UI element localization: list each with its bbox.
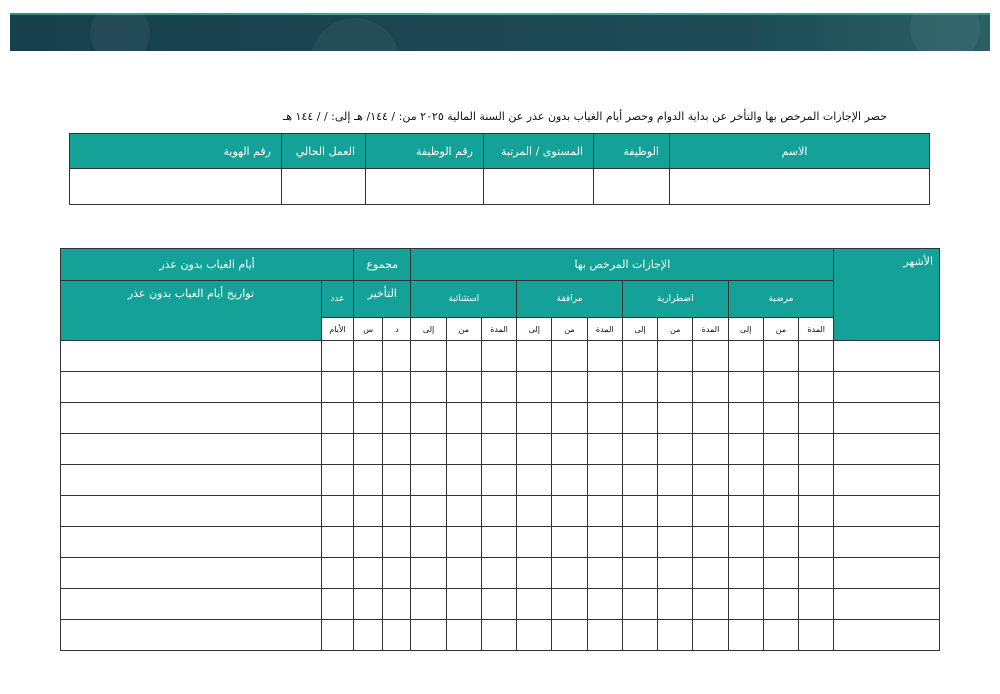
exceptional-to-cell[interactable] xyxy=(411,527,446,558)
delay-hours-cell[interactable] xyxy=(354,558,383,589)
exceptional-to-cell[interactable] xyxy=(411,589,446,620)
absence-dates-cell[interactable] xyxy=(61,434,322,465)
month-cell[interactable] xyxy=(834,372,940,403)
emergency-to-cell[interactable] xyxy=(622,620,657,651)
companion-duration-cell[interactable] xyxy=(587,434,622,465)
exceptional-from-cell[interactable] xyxy=(446,527,481,558)
sick-to-cell[interactable] xyxy=(728,403,763,434)
exceptional-to-cell[interactable] xyxy=(411,341,446,372)
header-companion-leave: مرافقة xyxy=(517,281,623,318)
delay-hours-cell[interactable] xyxy=(354,496,383,527)
table-row xyxy=(61,434,940,465)
exceptional-from-cell[interactable] xyxy=(446,620,481,651)
delay-hours-cell[interactable] xyxy=(354,403,383,434)
emergency-duration-cell[interactable] xyxy=(693,496,728,527)
companion-to-cell[interactable] xyxy=(517,589,552,620)
delay-minutes-cell[interactable] xyxy=(383,589,411,620)
companion-duration-cell[interactable] xyxy=(587,403,622,434)
exceptional-from-cell[interactable] xyxy=(446,434,481,465)
sick-to-cell[interactable] xyxy=(728,465,763,496)
companion-from-cell[interactable] xyxy=(552,372,587,403)
emergency-to-cell[interactable] xyxy=(622,372,657,403)
companion-duration-cell[interactable] xyxy=(587,558,622,589)
info-data-row xyxy=(70,169,930,205)
sick-from-cell[interactable] xyxy=(763,403,798,434)
exceptional-to-cell[interactable] xyxy=(411,465,446,496)
companion-from-cell[interactable] xyxy=(552,558,587,589)
sick-duration-cell[interactable] xyxy=(799,558,834,589)
emergency-to: إلى xyxy=(622,318,657,341)
emergency-from-cell[interactable] xyxy=(658,496,693,527)
delay-hours-cell[interactable] xyxy=(354,372,383,403)
absence-count-cell[interactable] xyxy=(321,372,353,403)
sick-duration-cell[interactable] xyxy=(799,465,834,496)
companion-from: من xyxy=(552,318,587,341)
sick-duration-cell[interactable] xyxy=(799,403,834,434)
sick-to-cell[interactable] xyxy=(728,589,763,620)
companion-duration-cell[interactable] xyxy=(587,589,622,620)
main-header-row-1 xyxy=(61,249,940,281)
exceptional-duration-cell[interactable] xyxy=(481,558,516,589)
header-authorized-leaves: الإجازات المرخص بها xyxy=(411,249,834,281)
sick-from-cell[interactable] xyxy=(763,558,798,589)
emergency-duration-cell[interactable] xyxy=(693,558,728,589)
table-row xyxy=(61,465,940,496)
sick-duration-cell[interactable] xyxy=(799,372,834,403)
exceptional-from-cell[interactable] xyxy=(446,589,481,620)
table-row xyxy=(61,341,940,372)
companion-to-cell[interactable] xyxy=(517,620,552,651)
sick-duration-cell[interactable] xyxy=(799,620,834,651)
month-cell[interactable] xyxy=(834,434,940,465)
job-number-cell[interactable] xyxy=(366,169,484,205)
header-exceptional-leave: استثنائية xyxy=(411,281,517,318)
delay-minutes-cell[interactable] xyxy=(383,620,411,651)
delay-hours-cell[interactable] xyxy=(354,465,383,496)
delay-minutes-cell[interactable] xyxy=(383,465,411,496)
exceptional-from-cell[interactable] xyxy=(446,372,481,403)
level-rank-cell[interactable] xyxy=(484,169,594,205)
absence-dates-cell[interactable] xyxy=(61,465,322,496)
delay-hours-label: س xyxy=(354,318,383,341)
companion-from-cell[interactable] xyxy=(552,465,587,496)
total-delay-label-1: مجموع xyxy=(366,258,399,271)
exceptional-from: من xyxy=(446,318,481,341)
absence-count-cell[interactable] xyxy=(321,558,353,589)
banner-decoration xyxy=(90,13,150,51)
header-job-number: رقم الوظيفة xyxy=(366,134,484,169)
table-row xyxy=(61,496,940,527)
exceptional-duration-cell[interactable] xyxy=(481,589,516,620)
exceptional-to-cell[interactable] xyxy=(411,558,446,589)
exceptional-duration-cell[interactable] xyxy=(481,527,516,558)
table-row xyxy=(61,589,940,620)
emergency-from-cell[interactable] xyxy=(658,434,693,465)
exceptional-to-cell[interactable] xyxy=(411,372,446,403)
sick-to-cell[interactable] xyxy=(728,527,763,558)
header-sick-leave: مرضية xyxy=(728,281,834,318)
header-absence: أيام الغياب بدون عذر xyxy=(61,249,354,281)
absence-dates-cell[interactable] xyxy=(61,620,322,651)
header-absence-dates: تواريخ أيام الغياب بدون عذر xyxy=(61,281,322,341)
companion-to-cell[interactable] xyxy=(517,496,552,527)
header-count: عدد xyxy=(321,281,353,318)
sick-to-cell[interactable] xyxy=(728,496,763,527)
banner-accent-line xyxy=(10,13,990,15)
companion-to-cell[interactable] xyxy=(517,465,552,496)
companion-duration-cell[interactable] xyxy=(587,465,622,496)
absence-dates-cell[interactable] xyxy=(61,403,322,434)
emergency-duration-cell[interactable] xyxy=(693,403,728,434)
sick-to: إلى xyxy=(728,318,763,341)
companion-to-cell[interactable] xyxy=(517,403,552,434)
exceptional-duration-cell[interactable] xyxy=(481,620,516,651)
absence-dates-cell[interactable] xyxy=(61,496,322,527)
emergency-duration-cell[interactable] xyxy=(693,527,728,558)
companion-to-cell[interactable] xyxy=(517,558,552,589)
delay-hours-cell[interactable] xyxy=(354,341,383,372)
delay-hours-cell[interactable] xyxy=(354,589,383,620)
header-job: الوظيفة xyxy=(594,134,670,169)
job-cell[interactable] xyxy=(594,169,670,205)
companion-duration-cell[interactable] xyxy=(587,527,622,558)
emergency-to-cell[interactable] xyxy=(622,403,657,434)
exceptional-duration-cell[interactable] xyxy=(481,403,516,434)
emergency-to-cell[interactable] xyxy=(622,434,657,465)
exceptional-from-cell[interactable] xyxy=(446,403,481,434)
emergency-to-cell[interactable] xyxy=(622,465,657,496)
exceptional-duration-cell[interactable] xyxy=(481,434,516,465)
header-level-rank: المستوى / المرتبة xyxy=(484,134,594,169)
sick-from-cell[interactable] xyxy=(763,434,798,465)
absence-count-cell[interactable] xyxy=(321,434,353,465)
exceptional-from-cell[interactable] xyxy=(446,558,481,589)
absence-dates-cell[interactable] xyxy=(61,558,322,589)
absence-dates-cell[interactable] xyxy=(61,589,322,620)
companion-duration-cell[interactable] xyxy=(587,372,622,403)
sick-to-cell[interactable] xyxy=(728,558,763,589)
emergency-from-cell[interactable] xyxy=(658,341,693,372)
emergency-from: من xyxy=(658,318,693,341)
banner-decoration xyxy=(310,18,400,51)
attendance-table xyxy=(60,248,940,651)
emergency-from-cell[interactable] xyxy=(658,589,693,620)
delay-minutes-cell[interactable] xyxy=(383,434,411,465)
absence-count-cell[interactable] xyxy=(321,341,353,372)
absence-count-cell[interactable] xyxy=(321,465,353,496)
absence-dates-cell[interactable] xyxy=(61,341,322,372)
companion-to-cell[interactable] xyxy=(517,527,552,558)
header-banner xyxy=(10,13,990,51)
absence-count-cell[interactable] xyxy=(321,527,353,558)
main-header-row-2 xyxy=(61,281,940,318)
header-months: الأشهر xyxy=(834,249,940,341)
companion-from-cell[interactable] xyxy=(552,620,587,651)
exceptional-from-cell[interactable] xyxy=(446,465,481,496)
sick-to-cell[interactable] xyxy=(728,341,763,372)
companion-to: إلى xyxy=(517,318,552,341)
current-work-cell[interactable] xyxy=(282,169,366,205)
exceptional-from-cell[interactable] xyxy=(446,496,481,527)
emergency-from-cell[interactable] xyxy=(658,372,693,403)
emergency-duration: المدة xyxy=(693,318,728,341)
delay-hours-cell[interactable] xyxy=(354,527,383,558)
sick-duration-cell[interactable] xyxy=(799,434,834,465)
id-number-cell[interactable] xyxy=(70,169,282,205)
sick-from: من xyxy=(763,318,798,341)
companion-duration-cell[interactable] xyxy=(587,341,622,372)
companion-from-cell[interactable] xyxy=(552,589,587,620)
delay-hours-cell[interactable] xyxy=(354,434,383,465)
companion-from-cell[interactable] xyxy=(552,403,587,434)
month-cell[interactable] xyxy=(834,589,940,620)
sick-from-cell[interactable] xyxy=(763,527,798,558)
sick-from-cell[interactable] xyxy=(763,465,798,496)
emergency-duration-cell[interactable] xyxy=(693,620,728,651)
emergency-duration-cell[interactable] xyxy=(693,341,728,372)
header-id-number: رقم الهوية xyxy=(70,134,282,169)
absence-dates-cell[interactable] xyxy=(61,527,322,558)
emergency-to-cell[interactable] xyxy=(622,589,657,620)
sick-to-cell[interactable] xyxy=(728,434,763,465)
header-total-delay xyxy=(354,249,411,281)
table-row xyxy=(61,558,940,589)
sick-from-cell[interactable] xyxy=(763,341,798,372)
emergency-to-cell[interactable] xyxy=(622,527,657,558)
delay-minutes-cell[interactable] xyxy=(383,403,411,434)
emergency-from-cell[interactable] xyxy=(658,527,693,558)
exceptional-to: إلى xyxy=(411,318,446,341)
header-days: الأيام xyxy=(321,318,353,341)
month-cell[interactable] xyxy=(834,341,940,372)
companion-duration-cell[interactable] xyxy=(587,496,622,527)
header-emergency-leave: اضطرارية xyxy=(622,281,728,318)
sick-duration-cell[interactable] xyxy=(799,496,834,527)
table-row xyxy=(61,527,940,558)
absence-count-cell[interactable] xyxy=(321,589,353,620)
companion-to-cell[interactable] xyxy=(517,341,552,372)
delay-minutes-label: د xyxy=(383,318,411,341)
emergency-duration-cell[interactable] xyxy=(693,434,728,465)
month-cell[interactable] xyxy=(834,403,940,434)
companion-to-cell[interactable] xyxy=(517,434,552,465)
month-cell[interactable] xyxy=(834,496,940,527)
sick-to-cell[interactable] xyxy=(728,620,763,651)
companion-from-cell[interactable] xyxy=(552,496,587,527)
emergency-duration-cell[interactable] xyxy=(693,372,728,403)
companion-duration: المدة xyxy=(587,318,622,341)
emergency-duration-cell[interactable] xyxy=(693,465,728,496)
table-row xyxy=(61,403,940,434)
month-cell[interactable] xyxy=(834,465,940,496)
exceptional-duration-cell[interactable] xyxy=(481,465,516,496)
emergency-duration-cell[interactable] xyxy=(693,589,728,620)
delay-minutes-cell[interactable] xyxy=(383,341,411,372)
emergency-to-cell[interactable] xyxy=(622,558,657,589)
attendance-body xyxy=(61,341,940,651)
sick-from-cell[interactable] xyxy=(763,372,798,403)
sick-duration-cell[interactable] xyxy=(799,527,834,558)
exceptional-from-cell[interactable] xyxy=(446,341,481,372)
companion-from-cell[interactable] xyxy=(552,527,587,558)
delay-minutes-cell[interactable] xyxy=(383,496,411,527)
info-header-row xyxy=(70,134,930,169)
month-cell[interactable] xyxy=(834,558,940,589)
employee-info-table xyxy=(69,133,930,205)
companion-from-cell[interactable] xyxy=(552,341,587,372)
absence-count-cell[interactable] xyxy=(321,620,353,651)
sick-to-cell[interactable] xyxy=(728,372,763,403)
absence-count-cell[interactable] xyxy=(321,403,353,434)
sick-duration-cell[interactable] xyxy=(799,589,834,620)
sick-duration-cell[interactable] xyxy=(799,341,834,372)
form-title: حصر الإجازات المرخص بها والتأخر عن بداية الدوام وحصر أيام الغياب بدون عذر عن السنة المالية ٢٠٢٥ من: / ١٤٤/ هـ إلى: / / ١٤٤ هـ xyxy=(283,110,887,123)
banner-decoration xyxy=(910,13,980,51)
emergency-from-cell[interactable] xyxy=(658,403,693,434)
exceptional-to-cell[interactable] xyxy=(411,496,446,527)
sick-duration: المدة xyxy=(799,318,834,341)
sick-from-cell[interactable] xyxy=(763,620,798,651)
exceptional-duration: المدة xyxy=(481,318,516,341)
emergency-from-cell[interactable] xyxy=(658,620,693,651)
exceptional-to-cell[interactable] xyxy=(411,620,446,651)
delay-minutes-cell[interactable] xyxy=(383,372,411,403)
exceptional-to-cell[interactable] xyxy=(411,434,446,465)
companion-from-cell[interactable] xyxy=(552,434,587,465)
sick-from-cell[interactable] xyxy=(763,589,798,620)
exceptional-to-cell[interactable] xyxy=(411,403,446,434)
table-row xyxy=(61,620,940,651)
delay-hours-cell[interactable] xyxy=(354,620,383,651)
table-row xyxy=(61,372,940,403)
month-cell[interactable] xyxy=(834,620,940,651)
sick-from-cell[interactable] xyxy=(763,496,798,527)
emergency-from-cell[interactable] xyxy=(658,558,693,589)
absence-dates-cell[interactable] xyxy=(61,372,322,403)
exceptional-duration-cell[interactable] xyxy=(481,372,516,403)
month-cell[interactable] xyxy=(834,527,940,558)
delay-minutes-cell[interactable] xyxy=(383,558,411,589)
emergency-from-cell[interactable] xyxy=(658,465,693,496)
companion-duration-cell[interactable] xyxy=(587,620,622,651)
exceptional-duration-cell[interactable] xyxy=(481,341,516,372)
header-total-delay-2: التأخير xyxy=(354,281,411,318)
absence-count-cell[interactable] xyxy=(321,496,353,527)
delay-minutes-cell[interactable] xyxy=(383,527,411,558)
header-name: الاسم xyxy=(670,134,930,169)
name-cell[interactable] xyxy=(670,169,930,205)
companion-to-cell[interactable] xyxy=(517,372,552,403)
emergency-to-cell[interactable] xyxy=(622,341,657,372)
header-current-work: العمل الحالي xyxy=(282,134,366,169)
exceptional-duration-cell[interactable] xyxy=(481,496,516,527)
emergency-to-cell[interactable] xyxy=(622,496,657,527)
